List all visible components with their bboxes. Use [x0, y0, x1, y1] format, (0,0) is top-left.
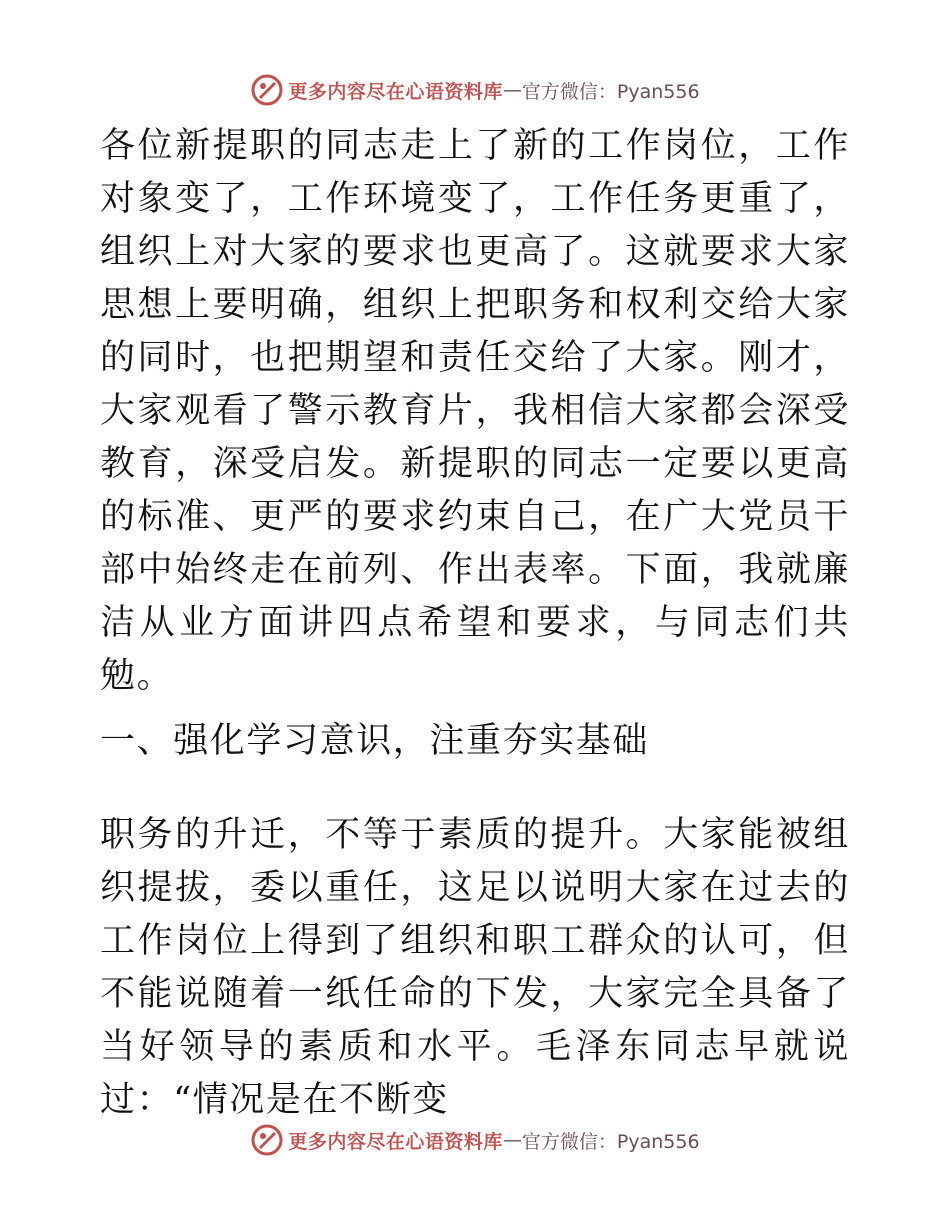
footer-watermark — [0, 1120, 950, 1160]
logo-icon — [250, 73, 284, 107]
body-paragraph-1: 各位新提职的同志走上了新的工作岗位，工作对象变了，工作环境变了，工作任务更重了，组织上对大家的要求也更高了。这就要求大家思想上要明确，组织上把职务和权利交给大家的同时，也把期望和责任交给了大家。刚才，大家观看了警示教育片，我相信大家都会深受教育，深受启发。新提职的同志一定要以更高的标准、更严的要求约束自己，在广大党员干部中始终走在前列、作出表率。下面，我就廉洁从业方面讲四点希望和要求，与同志们共勉。 — [100, 126, 850, 696]
watermark-main-text: 更多内容尽在心语资料库 — [288, 80, 503, 103]
watermark-wechat-text: 官方微信：Pyan556 — [521, 1130, 700, 1153]
watermark-separator: — — [502, 1129, 522, 1151]
body-paragraph-2: 职务的升迁，不等于素质的提升。大家能被组织提拔，委以重任，这足以说明大家在过去的工作岗位上得到了组织和职工群众的认可，但不能说随着一纸任命的下发，大家完全具备了当好领导的素质和水平。毛泽东同志早就说过：“情况是在不断变 — [100, 815, 850, 1120]
header-watermark — [0, 70, 950, 110]
document-body — [100, 120, 850, 1127]
watermark-main-text: 更多内容尽在心语资料库 — [288, 1130, 503, 1153]
watermark-separator: — — [502, 79, 522, 101]
logo-icon — [250, 1123, 284, 1157]
watermark-wechat-text: 官方微信：Pyan556 — [521, 80, 700, 103]
section-heading-1: 一、强化学习意识，注重夯实基础 — [100, 721, 650, 761]
